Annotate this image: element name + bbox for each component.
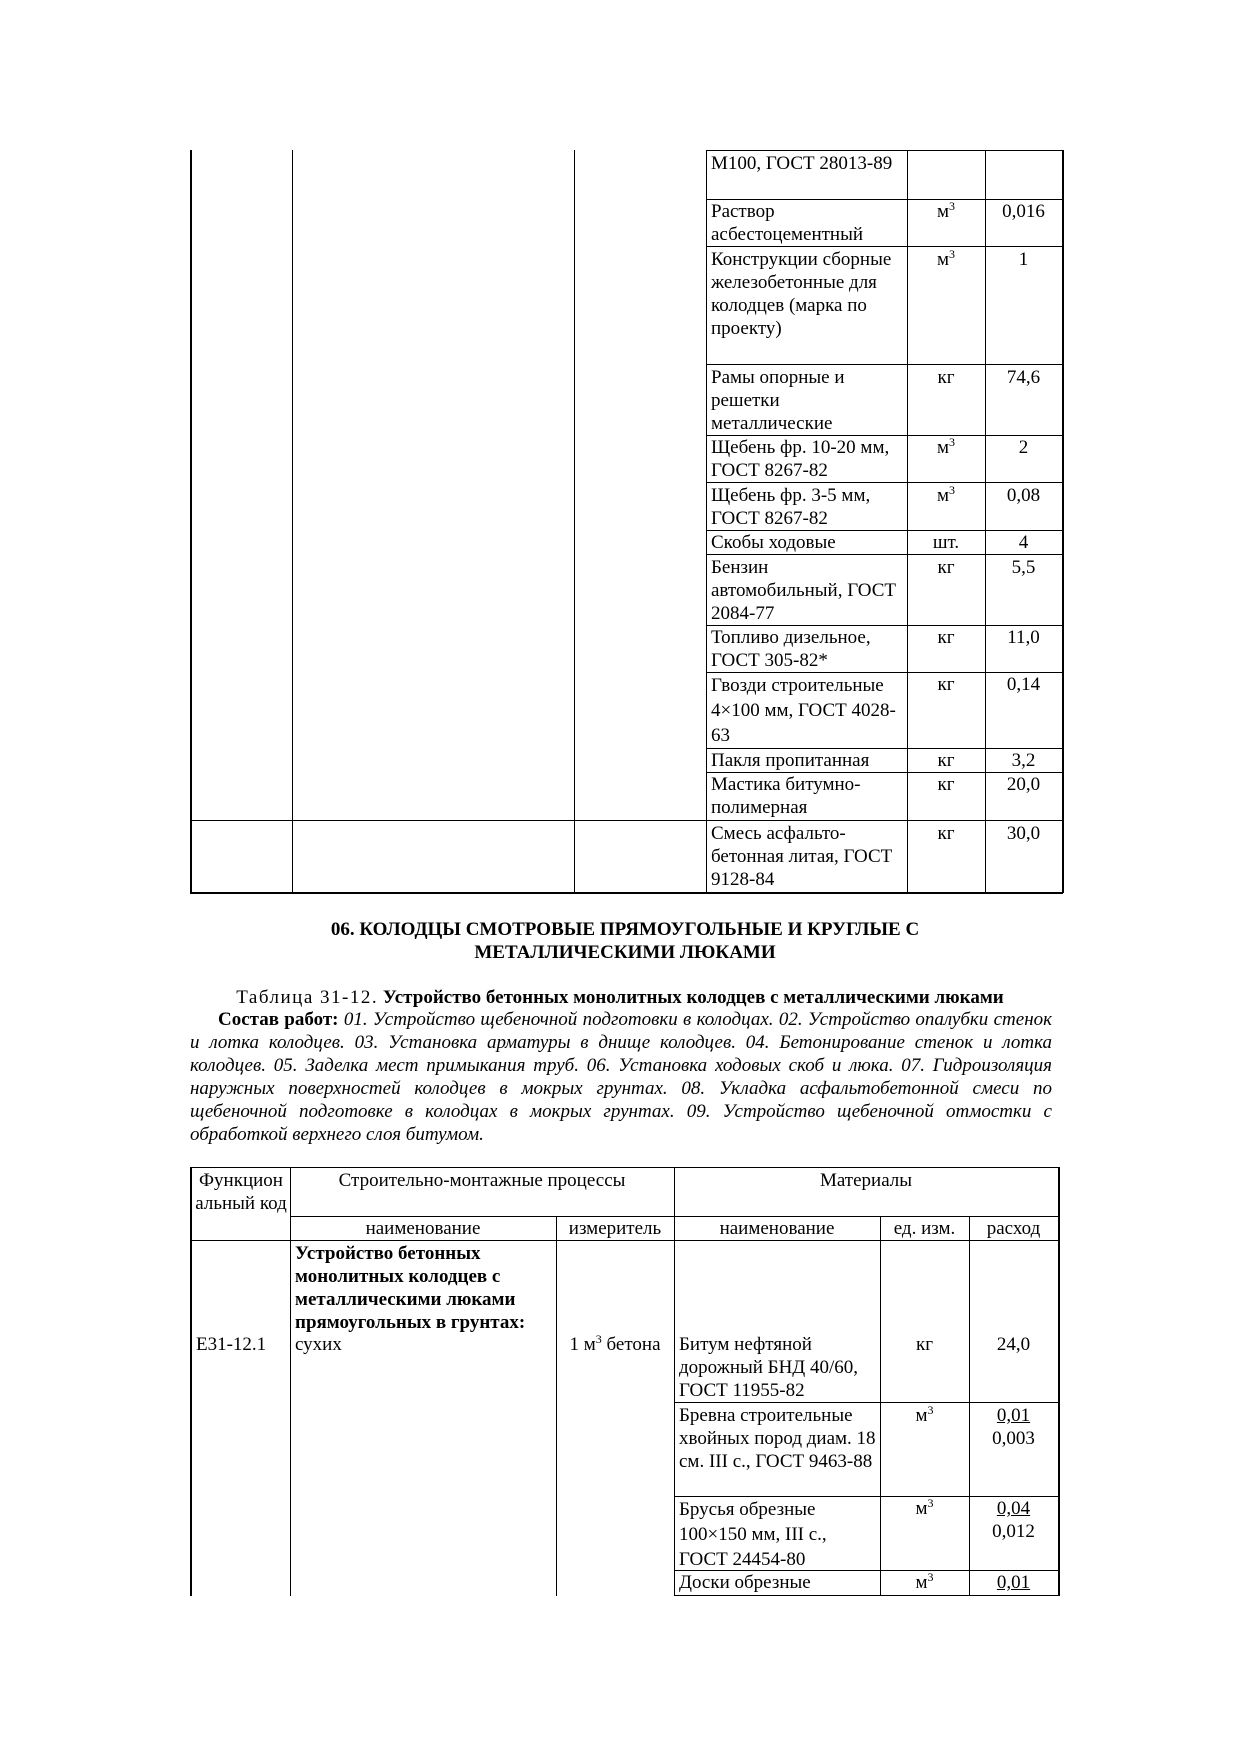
top-row-name: Топливо дизельное, ГОСТ 305-82* xyxy=(711,627,871,671)
top-row-value: 5,5 xyxy=(1011,557,1036,578)
material-name: Доски обрезные xyxy=(679,1572,811,1593)
top-row-name: Щебень фр. 10-20 мм, ГОСТ 8267-82 xyxy=(711,437,890,481)
functional-code: Е31-12.1 xyxy=(196,1334,267,1355)
table-caption xyxy=(190,986,1050,1009)
top-row-unit: кг xyxy=(937,774,955,795)
material-rate: 0,01 xyxy=(996,1572,1031,1593)
material-rate: 24,0 xyxy=(996,1334,1031,1355)
top-row-name: Рамы опорные и решетки металлические xyxy=(711,367,845,434)
top-row-value: 0,08 xyxy=(1006,485,1041,506)
header-proc-measure: измеритель xyxy=(568,1218,662,1239)
material-rate-denominator: 0,003 xyxy=(992,1428,1035,1449)
process-subtitle: сухих xyxy=(295,1334,342,1355)
header-materials: Материалы xyxy=(819,1170,913,1191)
top-row-unit: кг xyxy=(937,627,955,648)
top-row-value: 3,2 xyxy=(1011,750,1036,771)
header-mat-name: наименование xyxy=(719,1218,835,1239)
top-row-unit: $м^3$ xyxy=(936,199,956,222)
top-row-value: 30,0 xyxy=(1006,823,1041,844)
top-row-unit: $м^3$ xyxy=(936,483,956,506)
material-rate-numerator: 0,04 xyxy=(996,1498,1031,1519)
top-row-name: Гвозди строительные 4×100 мм, ГОСТ 4028-63 xyxy=(711,675,896,746)
works-paragraph xyxy=(190,1008,1052,1146)
material-name: Битум нефтяной дорожный БНД 40/60, ГОСТ 11955-82 xyxy=(679,1334,859,1401)
top-row-name: Скобы ходовые xyxy=(711,532,836,553)
section-heading-line1: 06. КОЛОДЦЫ СМОТРОВЫЕ ПРЯМОУГОЛЬНЫЕ И КРУГЛЫЕ С xyxy=(330,919,920,940)
top-row-unit: кг xyxy=(937,823,955,844)
top-row-name: Раствор асбестоцементный xyxy=(711,201,864,245)
material-unit: $м^3$ xyxy=(915,1403,934,1426)
top-row-unit: кг xyxy=(937,750,955,771)
top-row-value: 20,0 xyxy=(1006,774,1041,795)
material-rate-denominator: 0,012 xyxy=(992,1521,1035,1542)
top-row-unit: кг xyxy=(937,674,955,695)
top-row-name: Конструкции сборные железобетонные для колодцев (марка по проекту) xyxy=(711,249,892,339)
works-text: 01. Устройство щебеночной подготовки в колодцах. 02. Устройство опалубки стенок и лотка колодцев. 03. Установка арматуры в днище колодцев. 04. Бетонирование стенок и лотка колодцев. 05. Заделка мест примыкания труб. 06. Установка ходовых скоб и люка. 07. Гидроизоляция наружных поверхностей колодцев в мокрых грунтах. 08. Укладка асфальтобетонной смеси по щебеночной подготовке в колодцах в мокрых грунтах. 09. Устройство щебеночной отмостки с обработкой верхнего слоя битумом. xyxy=(190,1009,1053,1145)
top-row-value: 1 xyxy=(1018,249,1029,270)
top-row-value: 4 xyxy=(1018,532,1029,553)
material-unit: $м^3$ xyxy=(915,1570,934,1593)
top-row-value: 0,016 xyxy=(1002,201,1045,222)
top-row-name: Пакля пропитанная xyxy=(711,750,870,771)
material-unit: кг xyxy=(915,1334,934,1355)
top-row-value: 74,6 xyxy=(1006,367,1041,388)
header-func-code: Функцион альный код xyxy=(195,1170,287,1214)
table-title: Устройство бетонных монолитных колодцев с металлическими люками xyxy=(382,987,1004,1008)
top-row-unit: $м^3$ xyxy=(936,435,956,458)
header-mat-rate: расход xyxy=(986,1218,1041,1239)
header-processes: Строительно-монтажные процессы xyxy=(338,1170,626,1191)
top-row-name: Щебень фр. 3-5 мм, ГОСТ 8267-82 xyxy=(711,485,871,529)
top-row-value: 11,0 xyxy=(1007,627,1040,648)
process-measure: 1 $м^3$ бетона xyxy=(569,1332,661,1355)
top-row-name: Мастика битумно-полимерная xyxy=(711,774,861,818)
works-label: Состав работ: xyxy=(218,1009,339,1030)
header-mat-unit: ед. изм. xyxy=(893,1218,956,1239)
top-row-unit: кг xyxy=(937,367,955,388)
top-row-name: Смесь асфальто-бетонная литая, ГОСТ 9128-84 xyxy=(711,823,893,890)
material-unit: $м^3$ xyxy=(915,1496,934,1519)
material-name: Бревна строительные хвойных пород диам. 18 см. III с., ГОСТ 9463-88 xyxy=(679,1405,876,1472)
section-heading-line2: МЕТАЛЛИЧЕСКИМИ ЛЮКАМИ xyxy=(474,942,776,963)
top-row-unit: шт. xyxy=(932,532,960,553)
top-row-name: Бензин автомобильный, ГОСТ 2084-77 xyxy=(711,557,896,624)
top-row-value: 0,14 xyxy=(1006,674,1041,695)
top-row-unit: $м^3$ xyxy=(936,247,956,270)
top-row-name: М100, ГОСТ 28013-89 xyxy=(711,153,893,174)
process-title: Устройство бетонных монолитных колодцев с металлическими люками прямоугольных в грунтах: xyxy=(295,1243,526,1333)
top-row-value: 2 xyxy=(1018,437,1029,458)
header-proc-name: наименование xyxy=(365,1218,481,1239)
top-row-unit: кг xyxy=(937,557,955,578)
material-rate-numerator: 0,01 xyxy=(996,1405,1031,1426)
table-label: Таблица 31-12. xyxy=(236,987,379,1008)
material-name: Брусья обрезные 100×150 мм, III с., ГОСТ 24454-80 xyxy=(679,1499,827,1570)
